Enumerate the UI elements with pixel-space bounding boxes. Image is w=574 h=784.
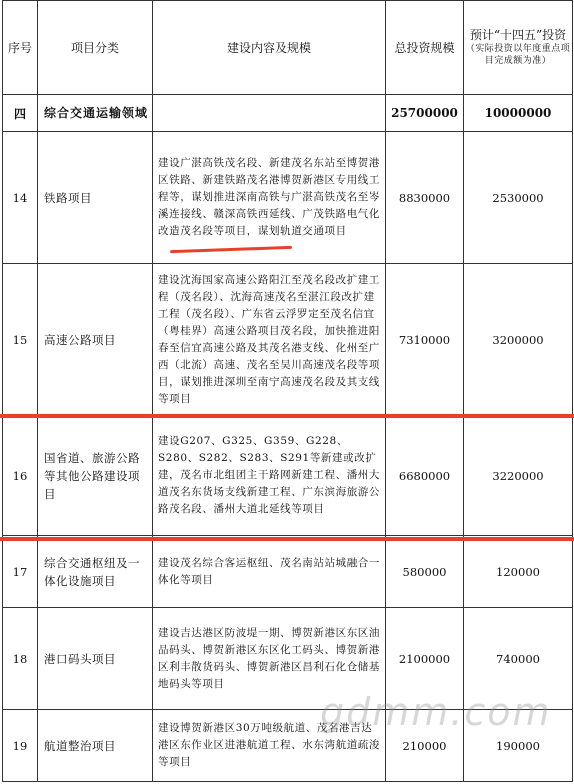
table-row <box>3 264 573 416</box>
row-category: 铁路项目 <box>38 132 153 264</box>
row-category: 国省道、旅游公路等其他公路建设项目 <box>38 416 153 536</box>
row-plan: 740000 <box>464 608 573 710</box>
row-no: 18 <box>3 608 38 710</box>
row-content: 建设茂名综合客运枢纽、茂名南站站城融合一体化等项目 <box>153 536 386 608</box>
row-total: 2100000 <box>386 608 464 710</box>
header-total: 总投资规模 <box>386 1 464 95</box>
row-category: 综合交通枢纽及一体化设施项目 <box>38 536 153 608</box>
section-category: 综合交通运输领域 <box>38 95 153 132</box>
section-plan: 10000000 <box>464 95 573 132</box>
row-category: 港口码头项目 <box>38 608 153 710</box>
row-content: 建设沈海国家高速公路阳江至茂名段改扩建工程（茂名段）、沈海高速茂名至湛江段改扩建工程（茂名段）、广东省云浮罗定至茂名信宜（粤桂界）高速公路项目茂名段，加快推进阳春至信宜高速公路及其茂名港支线、化州至广西（北流）高速、茂名至吴川高速茂名段等项目，谋划推进深圳至南宁高速茂名段及其支线等项目 <box>153 264 386 416</box>
section-no: 四 <box>3 95 38 132</box>
row-content: 建设博贺新港区30万吨级航道、茂名港吉达港区东作业区进港航道工程、水东湾航道疏浚等项目 <box>153 710 386 782</box>
header-plan-note: （实际投资以年度重点项目完成额为准） <box>465 44 571 66</box>
row-plan: 2530000 <box>464 132 573 264</box>
watermark-text: gdmm.com <box>320 690 552 734</box>
row-content: 建设广湛高铁茂名段、新建茂名东站至博贺港区铁路、新建铁路茂名港博贺新港区专用线工程等，谋划推进深南高铁与广湛高铁茂名至岑溪连接线、赣深高铁西延线、广茂铁路电气化改造茂名段等项目，谋划轨道交通项目 <box>153 132 386 264</box>
row-plan: 3200000 <box>464 264 573 416</box>
header-category: 项目分类 <box>38 1 153 95</box>
section-content <box>153 95 386 132</box>
header-no: 序号 <box>3 1 38 95</box>
row-plan: 190000 <box>464 710 573 782</box>
row-total: 6680000 <box>386 416 464 536</box>
section-total: 25700000 <box>386 95 464 132</box>
highlight-bar-bottom <box>0 537 574 541</box>
row-category: 航道整治项目 <box>38 710 153 782</box>
row-total: 210000 <box>386 710 464 782</box>
header-plan-title: 预计“十四五”投资 <box>469 28 567 42</box>
row-category: 高速公路项目 <box>38 264 153 416</box>
highlight-bar-top <box>0 414 574 418</box>
table-header-row <box>3 1 573 95</box>
header-content: 建设内容及规模 <box>153 1 386 95</box>
table-row <box>3 132 573 264</box>
row-total: 8830000 <box>386 132 464 264</box>
row-total: 7310000 <box>386 264 464 416</box>
row-content: 建设吉达港区防波堤一期、博贺新港区东区油品码头、博贺新港区东区化工码头、博贺新港区利丰散货码头、博贺新港区昌利石化仓储基地码头等项目 <box>153 608 386 710</box>
header-plan <box>464 1 573 95</box>
table-row <box>3 416 573 536</box>
row-plan: 3220000 <box>464 416 573 536</box>
row-no: 15 <box>3 264 38 416</box>
row-total: 580000 <box>386 536 464 608</box>
table-row <box>3 536 573 608</box>
row-content: 建设G207、G325、G359、G228、S280、S282、S283、S291等新建或改扩建，茂名市北组团主干路网新建工程、潘州大道茂名东货场支线新建工程、广东滨海旅游公路茂名段、潘州大道北延线等项目 <box>153 416 386 536</box>
row-no: 14 <box>3 132 38 264</box>
investment-table <box>2 0 573 782</box>
row-no: 17 <box>3 536 38 608</box>
section-row <box>3 95 573 132</box>
row-no: 19 <box>3 710 38 782</box>
row-plan: 120000 <box>464 536 573 608</box>
row-no: 16 <box>3 416 38 536</box>
